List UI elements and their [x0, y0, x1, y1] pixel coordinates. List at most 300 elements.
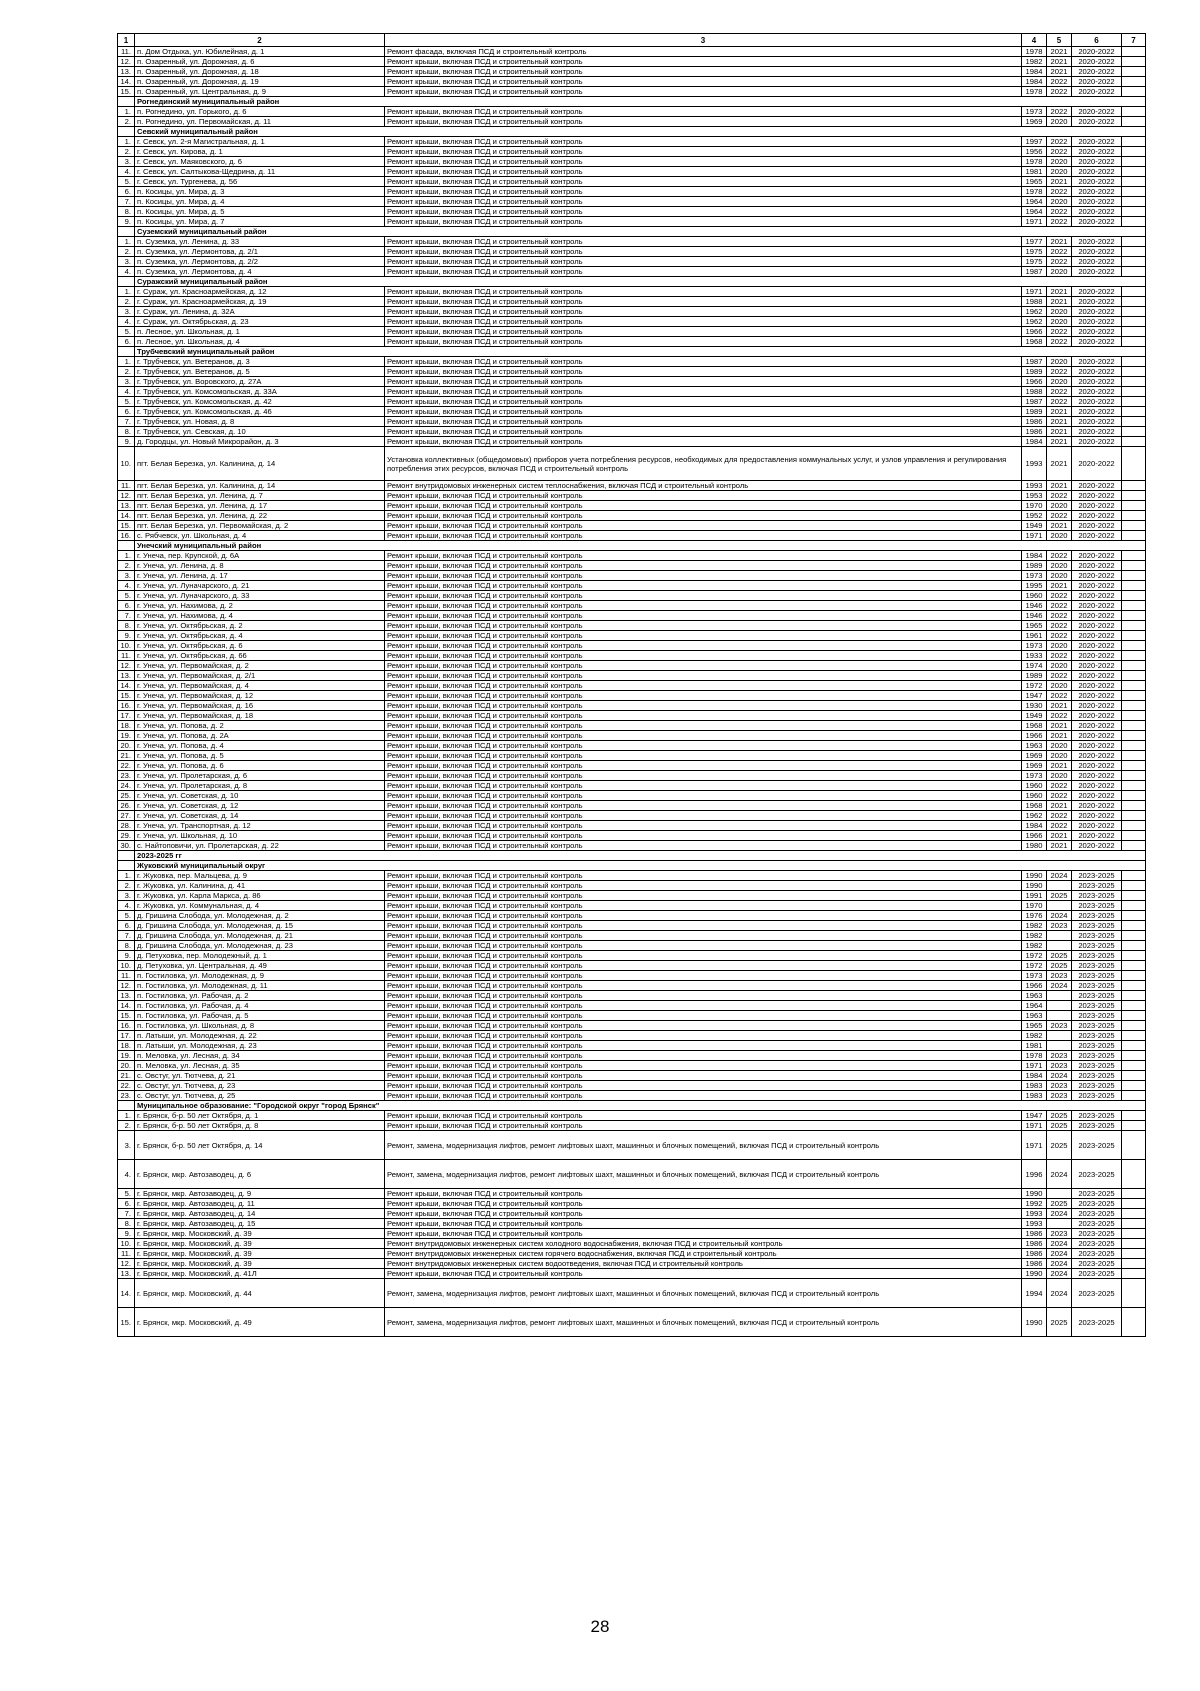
period-cell: 2020-2022: [1072, 811, 1122, 821]
row-number-cell: 23.: [118, 771, 135, 781]
work-type-cell: Ремонт крыши, включая ПСД и строительный контроль: [385, 1001, 1022, 1011]
empty-col-7-cell: [1122, 821, 1146, 831]
address-cell: п. Меловка, ул. Лесная, д. 35: [135, 1061, 385, 1071]
planned-year-cell: 2022: [1047, 511, 1072, 521]
table-row: [118, 1041, 1146, 1051]
empty-col-7-cell: [1122, 117, 1146, 127]
row-number-cell: 4.: [118, 317, 135, 327]
year-built-cell: 1989: [1022, 367, 1047, 377]
period-cell: 2020-2022: [1072, 581, 1122, 591]
planned-year-cell: [1047, 941, 1072, 951]
year-built-cell: 1963: [1022, 741, 1047, 751]
planned-year-cell: 2020: [1047, 531, 1072, 541]
year-built-cell: 1961: [1022, 631, 1047, 641]
address-cell: г. Брянск, б-р. 50 лет Октября, д. 8: [135, 1121, 385, 1131]
address-cell: г. Унеча, ул. Пролетарская, д. 6: [135, 771, 385, 781]
empty-col-7-cell: [1122, 491, 1146, 501]
year-built-cell: 1980: [1022, 841, 1047, 851]
table-row: [118, 1081, 1146, 1091]
year-built-cell: 1995: [1022, 581, 1047, 591]
work-type-cell: Ремонт крыши, включая ПСД и строительный контроль: [385, 387, 1022, 397]
year-built-cell: 1964: [1022, 197, 1047, 207]
section-title: Суземский муниципальный район: [135, 227, 1146, 237]
period-cell: 2020-2022: [1072, 367, 1122, 377]
work-type-cell: Ремонт крыши, включая ПСД и строительный контроль: [385, 87, 1022, 97]
address-cell: г. Брянск, мкр. Автозаводец, д. 11: [135, 1199, 385, 1209]
row-number-cell: 1.: [118, 237, 135, 247]
address-cell: д. Петуховка, пер. Молодежный, д. 1: [135, 951, 385, 961]
work-type-cell: Ремонт крыши, включая ПСД и строительный контроль: [385, 811, 1022, 821]
row-number-cell: 28.: [118, 821, 135, 831]
table-row: [118, 751, 1146, 761]
address-cell: п. Гостиловка, ул. Рабочая, д. 5: [135, 1011, 385, 1021]
empty-col-7-cell: [1122, 57, 1146, 67]
row-number-cell: 20.: [118, 741, 135, 751]
section-row-number-cell: [118, 227, 135, 237]
period-cell: 2020-2022: [1072, 247, 1122, 257]
work-type-cell: Ремонт крыши, включая ПСД и строительный контроль: [385, 297, 1022, 307]
year-built-cell: 1960: [1022, 591, 1047, 601]
work-type-cell: Ремонт крыши, включая ПСД и строительный контроль: [385, 107, 1022, 117]
address-cell: г. Унеча, ул. Октябрьская, д. 2: [135, 621, 385, 631]
year-built-cell: 1987: [1022, 357, 1047, 367]
section-title: Севский муниципальный район: [135, 127, 1146, 137]
period-cell: 2020-2022: [1072, 307, 1122, 317]
row-number-cell: 5.: [118, 911, 135, 921]
period-cell: 2020-2022: [1072, 187, 1122, 197]
address-cell: п. Гостиловка, ул. Молодежная, д. 11: [135, 981, 385, 991]
work-type-cell: Ремонт внутридомовых инженерных систем водоотведения, включая ПСД и строительный контроль: [385, 1259, 1022, 1269]
period-cell: 2020-2022: [1072, 561, 1122, 571]
row-number-cell: 14.: [118, 1279, 135, 1308]
section-title: Муниципальное образование: "Городской округ "город Брянск": [135, 1101, 1146, 1111]
section-row: [118, 541, 1146, 551]
empty-col-7-cell: [1122, 631, 1146, 641]
year-built-cell: 1964: [1022, 207, 1047, 217]
year-built-cell: 1988: [1022, 387, 1047, 397]
empty-col-7-cell: [1122, 217, 1146, 227]
row-number-cell: 10.: [118, 447, 135, 481]
planned-year-cell: 2024: [1047, 981, 1072, 991]
work-type-cell: Ремонт крыши, включая ПСД и строительный контроль: [385, 521, 1022, 531]
planned-year-cell: 2025: [1047, 1308, 1072, 1337]
empty-col-7-cell: [1122, 921, 1146, 931]
empty-col-7-cell: [1122, 67, 1146, 77]
address-cell: п. Дом Отдыха, ул. Юбилейная, д. 1: [135, 47, 385, 57]
period-cell: 2023-2025: [1072, 911, 1122, 921]
year-built-cell: 1946: [1022, 611, 1047, 621]
work-type-cell: Ремонт крыши, включая ПСД и строительный контроль: [385, 531, 1022, 541]
planned-year-cell: 2024: [1047, 1259, 1072, 1269]
year-built-cell: 1970: [1022, 501, 1047, 511]
empty-col-7-cell: [1122, 1031, 1146, 1041]
period-cell: 2020-2022: [1072, 297, 1122, 307]
empty-col-7-cell: [1122, 167, 1146, 177]
table-row: [118, 427, 1146, 437]
header-col-7: 7: [1122, 34, 1146, 47]
section-row: [118, 277, 1146, 287]
period-cell: 2020-2022: [1072, 447, 1122, 481]
work-type-cell: Ремонт крыши, включая ПСД и строительный контроль: [385, 911, 1022, 921]
year-built-cell: 1974: [1022, 661, 1047, 671]
period-cell: 2020-2022: [1072, 631, 1122, 641]
year-built-cell: 1956: [1022, 147, 1047, 157]
address-cell: с. Овстуг, ул. Тютчева, д. 25: [135, 1091, 385, 1101]
empty-col-7-cell: [1122, 147, 1146, 157]
empty-col-7-cell: [1122, 901, 1146, 911]
address-cell: п. Гостиловка, ул. Рабочая, д. 4: [135, 1001, 385, 1011]
planned-year-cell: 2022: [1047, 137, 1072, 147]
row-number-cell: 1.: [118, 107, 135, 117]
work-type-cell: Ремонт крыши, включая ПСД и строительный контроль: [385, 721, 1022, 731]
empty-col-7-cell: [1122, 387, 1146, 397]
year-built-cell: 1983: [1022, 1081, 1047, 1091]
planned-year-cell: 2020: [1047, 641, 1072, 651]
planned-year-cell: 2022: [1047, 651, 1072, 661]
address-cell: п. Гостиловка, ул. Школьная, д. 8: [135, 1021, 385, 1031]
planned-year-cell: 2021: [1047, 237, 1072, 247]
period-cell: 2020-2022: [1072, 317, 1122, 327]
address-cell: п. Рогнедино, ул. Первомайская, д. 11: [135, 117, 385, 127]
work-type-cell: Ремонт крыши, включая ПСД и строительный контроль: [385, 187, 1022, 197]
period-cell: 2020-2022: [1072, 551, 1122, 561]
address-cell: г. Жуковка, пер. Мальцева, д. 9: [135, 871, 385, 881]
row-number-cell: 13.: [118, 67, 135, 77]
period-cell: 2020-2022: [1072, 387, 1122, 397]
table-row: [118, 761, 1146, 771]
year-built-cell: 1964: [1022, 1001, 1047, 1011]
address-cell: г. Унеча, ул. Советская, д. 12: [135, 801, 385, 811]
table-row: [118, 297, 1146, 307]
period-cell: 2020-2022: [1072, 751, 1122, 761]
year-built-cell: 1991: [1022, 891, 1047, 901]
year-built-cell: 1973: [1022, 971, 1047, 981]
address-cell: с. Овстуг, ул. Тютчева, д. 23: [135, 1081, 385, 1091]
planned-year-cell: 2020: [1047, 501, 1072, 511]
row-number-cell: 15.: [118, 521, 135, 531]
year-built-cell: 1973: [1022, 107, 1047, 117]
address-cell: п. Латыши, ул. Молодежная, д. 23: [135, 1041, 385, 1051]
empty-col-7-cell: [1122, 357, 1146, 367]
year-built-cell: 1993: [1022, 447, 1047, 481]
planned-year-cell: 2020: [1047, 307, 1072, 317]
address-cell: г. Трубчевск, ул. Комсомольская, д. 33А: [135, 387, 385, 397]
row-number-cell: 11.: [118, 47, 135, 57]
section-title: Унечский муниципальный район: [135, 541, 1146, 551]
planned-year-cell: [1047, 1001, 1072, 1011]
period-cell: 2020-2022: [1072, 377, 1122, 387]
work-type-cell: Ремонт крыши, включая ПСД и строительный контроль: [385, 961, 1022, 971]
year-built-cell: 1986: [1022, 1239, 1047, 1249]
empty-col-7-cell: [1122, 1209, 1146, 1219]
work-type-cell: Ремонт крыши, включая ПСД и строительный контроль: [385, 881, 1022, 891]
period-cell: 2020-2022: [1072, 721, 1122, 731]
planned-year-cell: 2024: [1047, 1249, 1072, 1259]
table-row: [118, 1001, 1146, 1011]
table-row: [118, 307, 1146, 317]
address-cell: г. Брянск, мкр. Автозаводец, д. 6: [135, 1160, 385, 1189]
address-cell: г. Унеча, ул. Октябрьская, д. 66: [135, 651, 385, 661]
period-cell: 2023-2025: [1072, 1308, 1122, 1337]
empty-col-7-cell: [1122, 257, 1146, 267]
table-row: [118, 1061, 1146, 1071]
table-row: [118, 1071, 1146, 1081]
planned-year-cell: 2022: [1047, 631, 1072, 641]
address-cell: пгт. Белая Березка, ул. Ленина, д. 7: [135, 491, 385, 501]
year-built-cell: 1966: [1022, 327, 1047, 337]
period-cell: 2020-2022: [1072, 821, 1122, 831]
year-built-cell: 1990: [1022, 871, 1047, 881]
row-number-cell: 1.: [118, 137, 135, 147]
section-row-number-cell: [118, 127, 135, 137]
table-row: [118, 651, 1146, 661]
row-number-cell: 2.: [118, 1121, 135, 1131]
year-built-cell: 1989: [1022, 561, 1047, 571]
address-cell: г. Унеча, ул. Нахимова, д. 4: [135, 611, 385, 621]
period-cell: 2023-2025: [1072, 1031, 1122, 1041]
address-cell: г. Брянск, мкр. Автозаводец, д. 15: [135, 1219, 385, 1229]
planned-year-cell: 2020: [1047, 157, 1072, 167]
empty-col-7-cell: [1122, 1308, 1146, 1337]
work-type-cell: Ремонт крыши, включая ПСД и строительный контроль: [385, 761, 1022, 771]
address-cell: г. Брянск, мкр. Автозаводец, д. 9: [135, 1189, 385, 1199]
row-number-cell: 6.: [118, 187, 135, 197]
address-cell: г. Унеча, ул. Первомайская, д. 12: [135, 691, 385, 701]
year-built-cell: 1966: [1022, 831, 1047, 841]
period-cell: 2020-2022: [1072, 511, 1122, 521]
table-row: [118, 821, 1146, 831]
address-cell: с. Рябчевск, ул. Школьная, д. 4: [135, 531, 385, 541]
row-number-cell: 18.: [118, 1041, 135, 1051]
year-built-cell: 1973: [1022, 571, 1047, 581]
period-cell: 2020-2022: [1072, 167, 1122, 177]
empty-col-7-cell: [1122, 511, 1146, 521]
empty-col-7-cell: [1122, 791, 1146, 801]
planned-year-cell: 2022: [1047, 367, 1072, 377]
address-cell: пгт. Белая Березка, ул. Первомайская, д. 2: [135, 521, 385, 531]
planned-year-cell: 2022: [1047, 711, 1072, 721]
empty-col-7-cell: [1122, 1219, 1146, 1229]
section-title: Рогнединский муниципальный район: [135, 97, 1146, 107]
year-built-cell: 1982: [1022, 921, 1047, 931]
empty-col-7-cell: [1122, 651, 1146, 661]
period-cell: 2023-2025: [1072, 971, 1122, 981]
address-cell: г. Брянск, мкр. Московский, д. 39: [135, 1229, 385, 1239]
year-built-cell: 1971: [1022, 1061, 1047, 1071]
address-cell: г. Трубчевск, ул. Севская, д. 10: [135, 427, 385, 437]
address-cell: п. Озаренный, ул. Дорожная, д. 19: [135, 77, 385, 87]
year-built-cell: 1971: [1022, 1131, 1047, 1160]
address-cell: г. Сураж, ул. Ленина, д. 32А: [135, 307, 385, 317]
table-row: [118, 1021, 1146, 1031]
planned-year-cell: 2023: [1047, 921, 1072, 931]
period-cell: 2020-2022: [1072, 287, 1122, 297]
empty-col-7-cell: [1122, 691, 1146, 701]
planned-year-cell: 2023: [1047, 1051, 1072, 1061]
row-number-cell: 6.: [118, 1199, 135, 1209]
year-built-cell: 1989: [1022, 671, 1047, 681]
empty-col-7-cell: [1122, 621, 1146, 631]
planned-year-cell: 2022: [1047, 147, 1072, 157]
address-cell: г. Унеча, пер. Крупской, д. 6А: [135, 551, 385, 561]
empty-col-7-cell: [1122, 1041, 1146, 1051]
year-built-cell: 1972: [1022, 961, 1047, 971]
year-built-cell: 1996: [1022, 1160, 1047, 1189]
table-row: [118, 681, 1146, 691]
period-cell: 2020-2022: [1072, 397, 1122, 407]
row-number-cell: 30.: [118, 841, 135, 851]
table-row: [118, 397, 1146, 407]
section-title: Жуковский муниципальный округ: [135, 861, 1146, 871]
table-row: [118, 87, 1146, 97]
work-type-cell: Ремонт крыши, включая ПСД и строительный контроль: [385, 1199, 1022, 1209]
row-number-cell: 12.: [118, 1259, 135, 1269]
planned-year-cell: 2022: [1047, 551, 1072, 561]
table-row: [118, 237, 1146, 247]
planned-year-cell: 2020: [1047, 197, 1072, 207]
period-cell: 2020-2022: [1072, 621, 1122, 631]
period-cell: 2020-2022: [1072, 591, 1122, 601]
row-number-cell: 3.: [118, 1131, 135, 1160]
address-cell: г. Севск, ул. Кирова, д. 1: [135, 147, 385, 157]
row-number-cell: 14.: [118, 681, 135, 691]
period-cell: 2020-2022: [1072, 611, 1122, 621]
section-row: [118, 227, 1146, 237]
planned-year-cell: [1047, 1189, 1072, 1199]
work-type-cell: Ремонт крыши, включая ПСД и строительный контроль: [385, 641, 1022, 651]
year-built-cell: 1949: [1022, 711, 1047, 721]
period-cell: 2023-2025: [1072, 961, 1122, 971]
section-row-number-cell: [118, 277, 135, 287]
empty-col-7-cell: [1122, 721, 1146, 731]
year-built-cell: 1978: [1022, 157, 1047, 167]
planned-year-cell: 2020: [1047, 357, 1072, 367]
work-type-cell: Ремонт крыши, включая ПСД и строительный контроль: [385, 167, 1022, 177]
address-cell: г. Брянск, мкр. Московский, д. 49: [135, 1308, 385, 1337]
section-row: [118, 861, 1146, 871]
planned-year-cell: 2025: [1047, 1121, 1072, 1131]
period-cell: 2023-2025: [1072, 1021, 1122, 1031]
period-cell: 2023-2025: [1072, 1121, 1122, 1131]
period-cell: 2020-2022: [1072, 731, 1122, 741]
period-cell: 2023-2025: [1072, 1259, 1122, 1269]
year-built-cell: 1952: [1022, 511, 1047, 521]
row-number-cell: 6.: [118, 601, 135, 611]
planned-year-cell: 2022: [1047, 187, 1072, 197]
table-row: [118, 447, 1146, 481]
work-type-cell: Ремонт крыши, включая ПСД и строительный контроль: [385, 1071, 1022, 1081]
period-cell: 2020-2022: [1072, 427, 1122, 437]
planned-year-cell: [1047, 881, 1072, 891]
empty-col-7-cell: [1122, 661, 1146, 671]
year-built-cell: 1982: [1022, 931, 1047, 941]
row-number-cell: 3.: [118, 307, 135, 317]
planned-year-cell: [1047, 1031, 1072, 1041]
period-cell: 2020-2022: [1072, 237, 1122, 247]
section-title: Суражский муниципальный район: [135, 277, 1146, 287]
work-type-cell: Ремонт крыши, включая ПСД и строительный контроль: [385, 561, 1022, 571]
address-cell: д. Городцы, ул. Новый Микрорайон, д. 3: [135, 437, 385, 447]
empty-col-7-cell: [1122, 407, 1146, 417]
address-cell: г. Унеча, ул. Попова, д. 5: [135, 751, 385, 761]
planned-year-cell: 2024: [1047, 911, 1072, 921]
table-row: [118, 561, 1146, 571]
empty-col-7-cell: [1122, 437, 1146, 447]
period-cell: 2020-2022: [1072, 207, 1122, 217]
planned-year-cell: 2025: [1047, 951, 1072, 961]
year-built-cell: 1988: [1022, 297, 1047, 307]
table-row: [118, 701, 1146, 711]
empty-col-7-cell: [1122, 337, 1146, 347]
row-number-cell: 15.: [118, 691, 135, 701]
work-type-cell: Ремонт крыши, включая ПСД и строительный контроль: [385, 771, 1022, 781]
table-row: [118, 951, 1146, 961]
period-cell: 2020-2022: [1072, 77, 1122, 87]
planned-year-cell: 2022: [1047, 781, 1072, 791]
table-row: [118, 147, 1146, 157]
empty-col-7-cell: [1122, 681, 1146, 691]
empty-col-7-cell: [1122, 611, 1146, 621]
address-cell: п. Озаренный, ул. Дорожная, д. 6: [135, 57, 385, 67]
period-cell: 2023-2025: [1072, 931, 1122, 941]
row-number-cell: 21.: [118, 1071, 135, 1081]
period-cell: 2023-2025: [1072, 991, 1122, 1001]
table-row: [118, 671, 1146, 681]
address-cell: п. Озаренный, ул. Дорожная, д. 18: [135, 67, 385, 77]
period-cell: 2020-2022: [1072, 197, 1122, 207]
table-row: [118, 1131, 1146, 1160]
row-number-cell: 18.: [118, 721, 135, 731]
empty-col-7-cell: [1122, 941, 1146, 951]
work-type-cell: Ремонт крыши, включая ПСД и строительный контроль: [385, 1209, 1022, 1219]
empty-col-7-cell: [1122, 1259, 1146, 1269]
year-built-cell: 1965: [1022, 1021, 1047, 1031]
work-type-cell: Ремонт крыши, включая ПСД и строительный контроль: [385, 1121, 1022, 1131]
address-cell: г. Унеча, ул. Нахимова, д. 2: [135, 601, 385, 611]
row-number-cell: 19.: [118, 731, 135, 741]
address-cell: г. Унеча, ул. Первомайская, д. 2/1: [135, 671, 385, 681]
work-type-cell: Ремонт крыши, включая ПСД и строительный контроль: [385, 1011, 1022, 1021]
address-cell: г. Брянск, б-р. 50 лет Октября, д. 1: [135, 1111, 385, 1121]
row-number-cell: 8.: [118, 207, 135, 217]
work-type-cell: Ремонт крыши, включая ПСД и строительный контроль: [385, 157, 1022, 167]
year-built-cell: 1963: [1022, 1011, 1047, 1021]
period-cell: 2020-2022: [1072, 337, 1122, 347]
period-cell: 2020-2022: [1072, 831, 1122, 841]
row-number-cell: 4.: [118, 1160, 135, 1189]
address-cell: г. Трубчевск, ул. Ветеранов, д. 3: [135, 357, 385, 367]
empty-col-7-cell: [1122, 1249, 1146, 1259]
planned-year-cell: 2021: [1047, 67, 1072, 77]
work-type-cell: Ремонт крыши, включая ПСД и строительный контроль: [385, 437, 1022, 447]
work-type-cell: Ремонт, замена, модернизация лифтов, ремонт лифтовых шахт, машинных и блочных помещений, включая ПСД и строительный контроль: [385, 1279, 1022, 1308]
period-cell: 2023-2025: [1072, 1199, 1122, 1209]
empty-col-7-cell: [1122, 771, 1146, 781]
work-type-cell: Ремонт крыши, включая ПСД и строительный контроль: [385, 267, 1022, 277]
planned-year-cell: [1047, 1041, 1072, 1051]
year-built-cell: 1994: [1022, 1279, 1047, 1308]
planned-year-cell: 2022: [1047, 397, 1072, 407]
planned-year-cell: 2020: [1047, 661, 1072, 671]
period-cell: 2020-2022: [1072, 661, 1122, 671]
empty-col-7-cell: [1122, 521, 1146, 531]
section-row: [118, 1101, 1146, 1111]
year-built-cell: 1949: [1022, 521, 1047, 531]
table-body: [118, 34, 1146, 1337]
year-built-cell: 1962: [1022, 307, 1047, 317]
period-cell: 2023-2025: [1072, 1249, 1122, 1259]
address-cell: г. Севск, ул. Тургенева, д. 56: [135, 177, 385, 187]
